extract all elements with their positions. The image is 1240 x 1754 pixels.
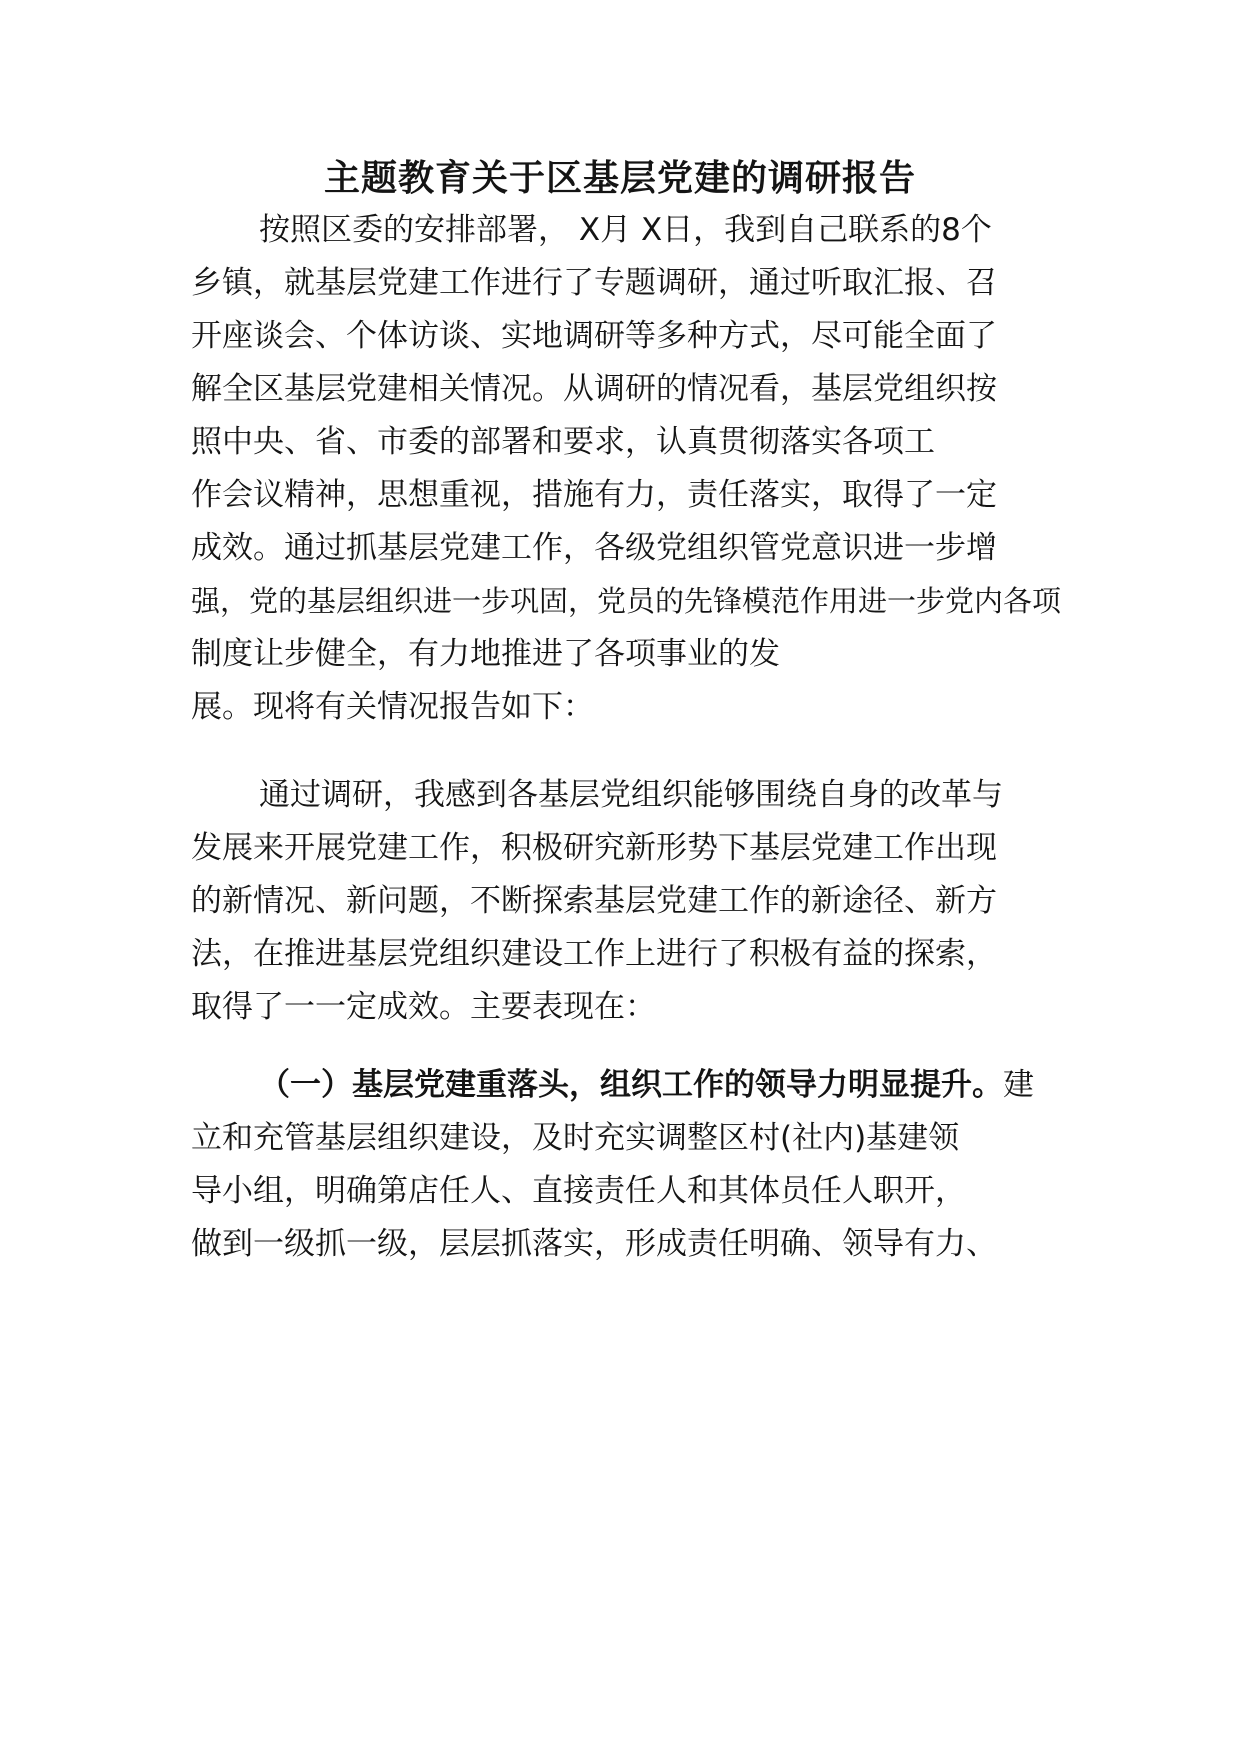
paragraph-1-line-3: 开座谈会、个体访谈、实地调研等多种方式，尽可能全面了 [191,318,997,354]
paragraph-3-line-3: 导小组，明确第店任人、直接责任人和其体员任人职开， [191,1173,966,1209]
paragraph-2-line-5: 取得了一一定成效。主要表现在： [191,989,656,1025]
paragraph-1-line-9: 制度让步健全，有力地推进了各项事业的发 [191,636,780,672]
paragraph-1-line-1: 按照区委的安排部署， X月 X日，我到自己联系的8个 [259,212,992,248]
paragraph-1-line-8: 强，党的基层组织进一步巩固，党员的先锋模范作用进一步党内各项 [191,584,1062,618]
paragraph-1-line-2: 乡镇，就基层党建工作进行了专题调研，通过听取汇报、召 [191,265,997,301]
paragraph-3-line-1 [191,1065,1129,1105]
paragraph-3-line-4: 做到一级抓一级，层层抓落实，形成责任明确、领导有力、 [191,1226,997,1262]
paragraph-1-line-7: 成效。通过抓基层党建工作，各级党组织管党意识进一步增 [191,530,997,566]
document-title: 主题教育关于区基层党建的调研报告 [323,157,916,199]
paragraph-2-line-4: 法，在推进基层党组织建设工作上进行了积极有益的探索， [191,936,997,972]
paragraph-1-line-4: 解全区基层党建相关情况。从调研的情况看，基层党组织按 [191,371,997,407]
paragraph-3-line-1-text: 建 [1003,1067,1034,1103]
paragraph-1-line-10: 展。现将有关情况报告如下： [191,689,594,725]
paragraph-3-line-2: 立和充管基层组织建设，及时充实调整区村(社内)基建领 [191,1120,960,1156]
paragraph-1-line-6: 作会议精神，思想重视，措施有力，责任落实，取得了一定 [191,477,997,513]
section-heading: （一）基层党建重落头，组织工作的领导力明显提升。 [259,1067,1003,1103]
paragraph-2-line-3: 的新情况、新问题，不断探索基层党建工作的新途径、新方 [191,883,997,919]
paragraph-2-line-2: 发展来开展党建工作，积极研究新形势下基层党建工作出现 [191,830,997,866]
paragraph-2-line-1: 通过调研，我感到各基层党组织能够围绕自身的改革与 [259,777,1003,813]
paragraph-1-line-5: 照中央、省、市委的部署和要求，认真贯彻落实各项工 [191,424,935,460]
